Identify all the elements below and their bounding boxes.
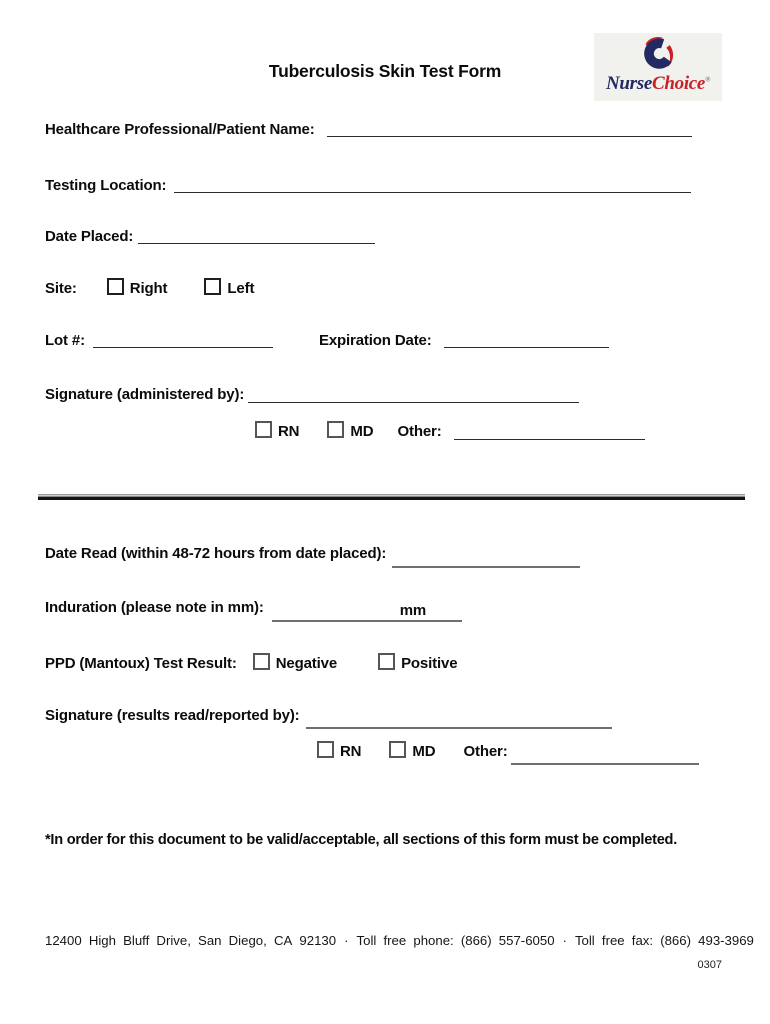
date-placed-label: Date Placed: — [45, 228, 134, 245]
signature-results-row — [45, 707, 612, 729]
induration-row — [45, 599, 462, 622]
footer-separator: · — [562, 933, 567, 948]
footer-contact-line — [45, 933, 754, 948]
nursechoice-wordmark — [606, 74, 710, 93]
lot-expiration-row — [45, 332, 609, 349]
credentials-administered-row — [255, 421, 645, 440]
site-right-label: Right — [129, 280, 168, 297]
nursechoice-c-mark-icon — [636, 35, 680, 73]
site-right-checkbox[interactable] — [107, 278, 124, 295]
md-results-label: MD — [412, 743, 436, 760]
signature-results-label: Signature (results read/reported by): — [45, 707, 300, 724]
signature-administered-row — [45, 386, 579, 403]
ppd-result-label: PPD (Mantoux) Test Result: — [45, 655, 237, 672]
brand-nurse: Nurse — [605, 73, 652, 94]
signature-administered-field-blank[interactable] — [248, 388, 579, 403]
date-read-label: Date Read (within 48-72 hours from date placed): — [45, 545, 387, 562]
brand-choice: Choice — [651, 73, 706, 94]
other-administered-label: Other: — [397, 423, 442, 440]
footer-phone: Toll free phone: (866) 557-6050 — [356, 933, 555, 948]
md-administered-label: MD — [350, 423, 374, 440]
testing-location-field-blank[interactable] — [174, 178, 691, 193]
date-placed-row — [45, 228, 375, 245]
footer-fax: Toll free fax: (866) 493-3969 — [574, 933, 754, 948]
other-results-field-blank[interactable] — [511, 749, 699, 765]
result-positive-checkbox[interactable] — [378, 653, 395, 670]
footer-address: 12400 High Bluff Drive, San Diego, CA 92130 — [45, 933, 337, 948]
other-results-label: Other: — [463, 743, 508, 760]
nursechoice-logo — [594, 33, 722, 101]
result-positive-label: Positive — [401, 655, 458, 672]
registered-mark: ® — [705, 75, 711, 84]
site-label: Site: — [45, 280, 77, 297]
expiration-field-blank[interactable] — [444, 333, 609, 348]
signature-results-field-blank[interactable] — [306, 713, 612, 729]
ppd-result-row — [45, 653, 457, 672]
footer-separator: · — [344, 933, 349, 948]
credentials-results-row — [317, 741, 699, 765]
signature-administered-label: Signature (administered by): — [45, 386, 245, 403]
md-results-checkbox[interactable] — [389, 741, 406, 758]
result-negative-label: Negative — [275, 655, 338, 672]
rn-administered-checkbox[interactable] — [255, 421, 272, 438]
induration-unit-label: mm — [399, 602, 427, 619]
name-field-blank[interactable] — [327, 122, 692, 137]
site-left-label: Left — [227, 280, 255, 297]
result-negative-checkbox[interactable] — [253, 653, 270, 670]
other-administered-field-blank[interactable] — [454, 425, 645, 440]
md-administered-checkbox[interactable] — [327, 421, 344, 438]
testing-location-label: Testing Location: — [45, 177, 167, 194]
section-divider — [38, 494, 745, 500]
induration-label: Induration (please note in mm): — [45, 599, 264, 616]
validity-note: *In order for this document to be valid/acceptable, all sections of this form must be completed. — [45, 832, 678, 848]
rn-results-label: RN — [340, 743, 362, 760]
site-row — [45, 278, 254, 297]
name-row — [45, 121, 692, 138]
induration-field-blank[interactable] — [272, 602, 462, 622]
lot-field-blank[interactable] — [93, 333, 273, 348]
expiration-label: Expiration Date: — [318, 332, 432, 349]
date-read-field-blank[interactable] — [392, 552, 580, 568]
form-code: 0307 — [697, 959, 722, 971]
name-label: Healthcare Professional/Patient Name: — [45, 121, 315, 138]
site-left-checkbox[interactable] — [204, 278, 221, 295]
page-title: Tuberculosis Skin Test Form — [268, 61, 502, 81]
rn-results-checkbox[interactable] — [317, 741, 334, 758]
testing-location-row — [45, 177, 691, 194]
date-read-row — [45, 545, 580, 568]
rn-administered-label: RN — [278, 423, 300, 440]
lot-label: Lot #: — [45, 332, 85, 349]
date-placed-field-blank[interactable] — [138, 229, 375, 244]
